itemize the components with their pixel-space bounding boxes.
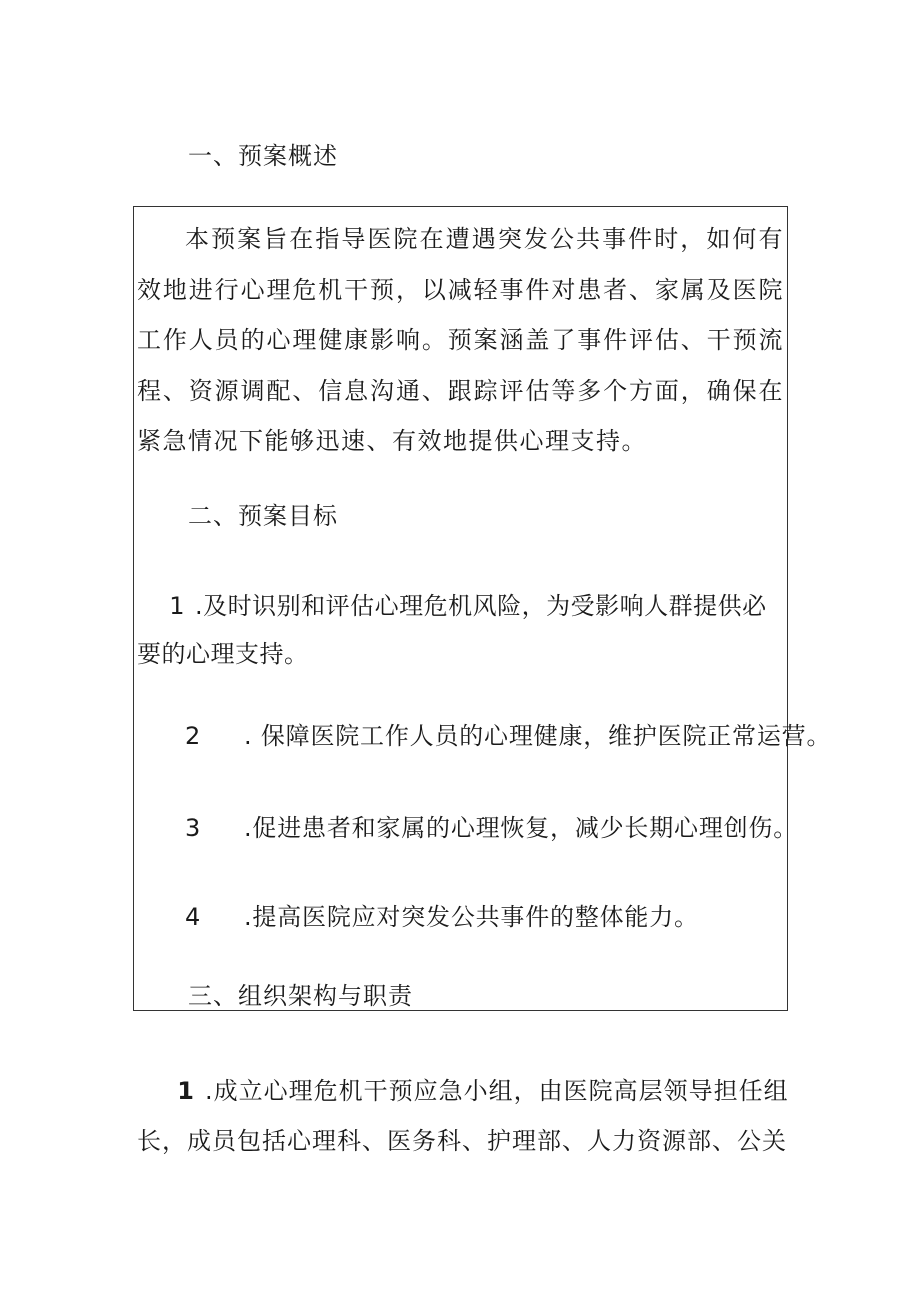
goal-text-4: .提高医院应对突发公共事件的整体能力。 — [244, 903, 699, 931]
section1-body: 本预案旨在指导医院在遭遇突发公共事件时，如何有效地进行心理危机干预，以减轻事件对患者、家属及医院工作人员的心理健康影响。预案涵盖了事件评估、干预流程、资源调配、信息沟通、跟踪评估等多个方面，确保在紧急情况下能够迅速、有效地提供心理支持。 — [137, 225, 784, 455]
goal-item-1 — [137, 582, 784, 678]
section3-item-1 — [137, 1066, 797, 1166]
goal-text-3: .促进患者和家属的心理恢复，减少长期心理创伤。 — [244, 814, 799, 842]
section3-text-1: .成立心理危机干预应急小组，由医院高层领导担任组长，成员包括心理科、医务科、护理部、人力资源部、公关 — [137, 1077, 789, 1155]
goal-text-1: .及时识别和评估心理危机风险，为受影响人群提供必要的心理支持。 — [137, 592, 767, 668]
section3-heading: 三、组织架构与职责 — [188, 982, 413, 1010]
section1-heading: 一、预案概述 — [188, 142, 338, 170]
goal-number-4: 4 — [185, 903, 201, 931]
section3-number-1: 1 — [177, 1077, 195, 1105]
goal-number-1: 1 — [169, 592, 185, 620]
goal-number-2: 2 — [185, 722, 201, 750]
goal-text-2: . 保障医院工作人员的心理健康，维护医院正常运营。 — [244, 722, 832, 750]
goal-number-3: 3 — [185, 814, 201, 842]
section2-heading: 二、预案目标 — [188, 502, 338, 530]
